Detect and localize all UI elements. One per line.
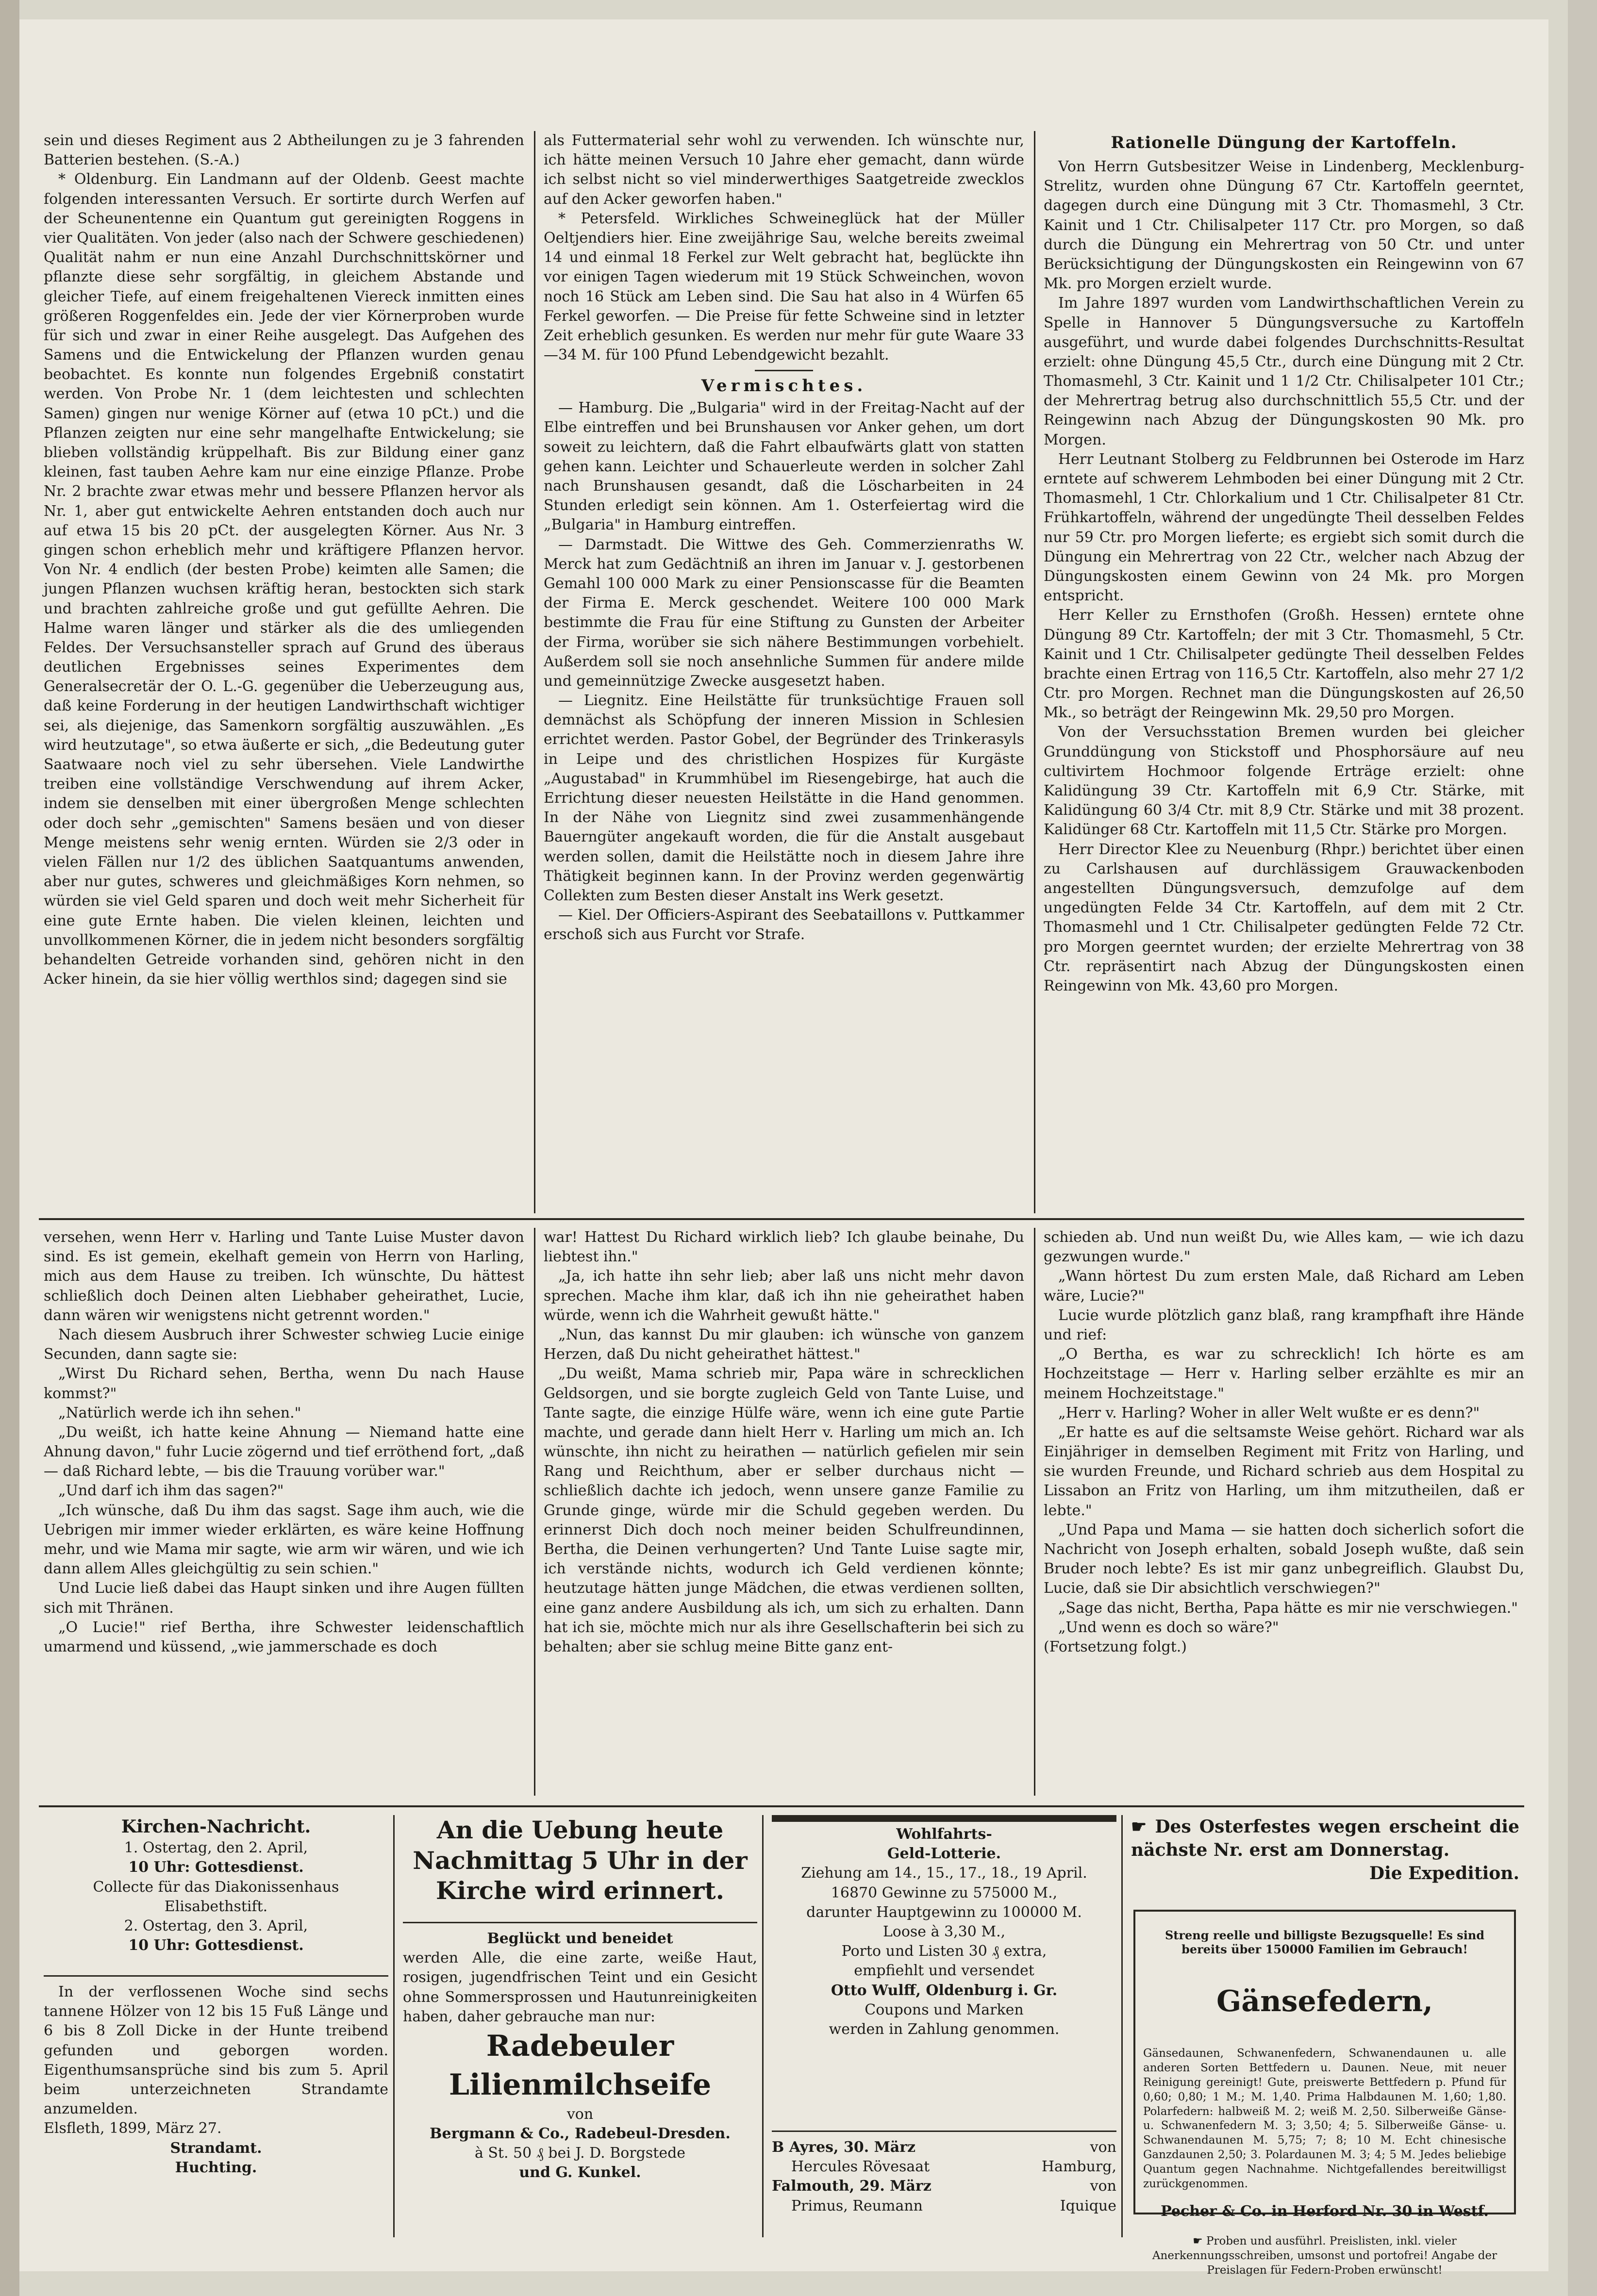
notice-line: Kirche wird erinnert. — [435, 1876, 725, 1905]
paragraph: Herr Director Klee zu Neuenburg (Rhpr.) berichtet über einen zu Carlshausen auf durchlässigem Grauwackenboden angestellten Düngungsversuch, demzufolge auf dem ungedüngten Felde 34 Ctr. Kartoffeln, auf dem mit 2 Ctr. Thomasmehl und 1 Ctr. Chilisalpeter gedüngten Felde 72 Ctr. pro Morgen geerntet wurden; der erzielte Mehrertrag von 38 Ctr. repräsentirt nach Abzug der Düngungskosten einen Reingewinn von Mk. 43,60 pro Morgen. — [1044, 841, 1524, 994]
ship-port: Falmouth, 29. März — [772, 2178, 932, 2195]
paragraph: Lucie wurde plötzlich ganz blaß, rang krampfhaft ihre Hände und rief: — [1044, 1306, 1524, 1343]
ad-divider — [772, 2131, 1116, 2132]
page-edge — [1568, 0, 1597, 2296]
ad-line: von — [566, 2105, 594, 2123]
ad-footer: Proben und ausführl. Preislisten, inkl. vieler Anerkennungsschreiben, umsonst und portofrei! Angabe der Preislagen für Federn-Proben erwünscht! — [1152, 2234, 1497, 2277]
easter-notice — [1131, 1815, 1519, 1902]
ad-line: und G. Kunkel. — [519, 2164, 641, 2181]
paragraph: — Hamburg. Die „Bulgaria" wird in der Freitag-Nacht auf der Elbe eintreffen und bei Brunshausen vor Anker gehen, um dort soweit zu leichtern, daß die Fahrt elbaufwärts glatt von statten gehen kann. Leichter und Schauerleute werden in solcher Zahl nach Brunshausen gesandt, daß die Löscharbeiten in 24 Stunden erledigt sein können. Am 1. Osterfeiertag wird die „Bulgaria" in Hamburg eintreffen. — [544, 399, 1024, 534]
lottery-title: Wohlfahrts- — [896, 1826, 992, 1843]
notice-date: Elsfleth, 1899, März 27. — [44, 2120, 222, 2137]
paragraph: „Und Papa und Mama — sie hatten doch sicherlich sofort die Nachricht von Joseph erhalten, sobald Joseph wußte, daß sein Bruder noch lebte? Es ist mir ganz unbegreiflich. Glaubst Du, Lucie, daß sie Dir absichtlich verschwiegen?" — [1044, 1521, 1524, 1597]
paragraph: * Oldenburg. Ein Landmann auf der Oldenb. Geest machte folgenden interessanten Versuch. Er sortirte durch Werfen auf der Scheunentenne ein Quantum gut gereinigten Roggens in vier Qualitäten. Von jeder (also nach der Schwere geschiedenen) Qualität nahm er nun eine Anzahl Durchschnittskörner und pflanzte diese sehr sorgfältig, in gleichem Abstande und gleicher Tiefe, auf einem freigehaltenen Viereck inmitten eines größeren Roggenfeldes ein. Jede der vier Körnerproben wurde für sich und zwar in einer Reihe ausgelegt. Das Aufgehen des Samens und die Entwickelung der Pflanzen wurden genau beobachtet. Es konnte nun folgendes Ergebniß constatirt werden. Von Probe Nr. 1 (dem leichtesten und schlechten Samen) gingen nur wenige Körner auf (etwa 10 pCt.) und die Pflanzen zeigten nur eine sehr mangelhafte Entwickelung; sie blieben vollständig krüppelhaft. Bis zur Bildung einer ganz kleinen, fast tauben Aehre kam nur eine einzige Pflanze. Probe Nr. 2 brachte zwar etwas mehr und bessere Pflanzen hervor als Nr. 1, aber gut entwickelte Aehren entstanden doch auch nur auf etwa 15 bis 20 pCt. der ausgelegten Körner. Aus Nr. 3 gingen schon erheblich mehr und kräftigere Pflanzen hervor. Von Nr. 4 endlich (der besten Probe) keimten alle Samen; die jungen Pflanzen wuchsen kräftig heran, bestockten sich stark und brachten zahlreiche große und gut gefüllte Aehren. Die Halme waren länger und stärker als die des umliegenden Feldes. Der Versuchsansteller sprach auf Grund des überaus deutlichen Ergebnisses seines Experimentes dem Generalsecretär der O. L.-G. gegenüber die Ueberzeugung aus, daß keine Forderung in der heutigen Landwirthschaft wichtiger sei, als diejenige, das Samenkorn sorgfältig auszuwählen. „Es wird heutzutage", so etwa äußerte er sich, „die Bedeutung guter Saatwaare noch viel zu sehr übersehen. Viele Landwirthe treiben eine vollständige Verschwendung auf ihrem Acker, indem sie denselben mit einer übergroßen Menge schlechten oder doch sehr „gemischten" Samens besäen und von dieser Menge meistens sehr wenig ernten. Würden sie 2/3 oder in vielen Fällen nur 1/2 des üblichen Saatquantums anwenden, aber nur gutes, schweres und gleichmäßiges Korn nehmen, so würden sie viel Geld sparen und doch weit mehr Sicherheit für eine gute Ernte haben. Die vielen kleinen, leichten und unvollkommenen Körner, die in jedem nicht besonders sorgfältig behandelten Getreide vorhanden sind, gehören nicht in den Acker hinein, da sie hier völlig werthlos sind; dagegen sind sie — [44, 171, 524, 988]
article-title: Rationelle Düngung der Kartoffeln. — [1111, 133, 1457, 152]
paragraph: „Du weißt, Mama schrieb mir, Papa wäre in schrecklichen Geldsorgen, und sie borgte zugleich Geld von Tante Luise, und Tante sagte, die einzige Hülfe wäre, wenn ich eine gute Partie machte, und gerade dann hielt Herr v. Harling um mich an. Ich wünschte, ihn nicht zu heirathen — natürlich gefielen mir sein Rang und Reichthum, aber er selber durchaus nicht — schließlich dachte ich jedoch, wenn unsere ganze Familie zu Grunde ginge, würde mir die Schuld gegeben werden. Du erinnerst Dich doch noch meiner beiden Schulfreundinnen, Bertha, die Deinen verhungerten? Und Tante Luise sagte mir, ich verstände nichts, wodurch ich Geld verdienen könnte; heutzutage hätten junge Mädchen, die etwas verdienen sollten, eine ganz andere Ausbildung als ich, um sich zu erhalten. Dann hat ich sie, möchte mich nur als ihre Gesellschafterin bei sich zu behalten; aber sie schlug meine Bitte ganz ent- — [544, 1365, 1024, 1655]
notice-line: 10 Uhr: Gottesdienst. — [128, 1859, 304, 1876]
paragraph: „Und darf ich ihm das sagen?" — [58, 1482, 284, 1500]
paragraph: „Herr v. Harling? Woher in aller Welt wußte er es denn?" — [1058, 1404, 1480, 1421]
lottery-line: Porto und Listen 30 ₰ extra, — [841, 1943, 1047, 1960]
soap-ad — [403, 1929, 757, 2186]
ad-headline: Gänsefedern, — [1216, 1984, 1433, 2018]
ad-divider — [44, 1975, 388, 1977]
lottery-line: empfiehlt und versendet — [854, 1962, 1034, 1980]
paragraph: Herr Leutnant Stolberg zu Feldbrunnen bei Osterode im Harz erntete auf schwerem Lehmboden bei einer Düngung mit 2 Ctr. Thomasmehl, 1 Ctr. Chlorkalium und 1 Ctr. Chilisalpeter 81 Ctr. Frühkartoffeln, während der ungedüngte Theil desselben Feldes nur 59 Ctr. pro Morgen lieferte; es ergiebt sich somit durch die Düngung ein Mehrertrag von 22 Ctr., welcher nach Abzug der Düngungskosten einem Gewinn von 24 Mk. pro Morgen entspricht. — [1044, 450, 1524, 605]
paragraph: — Kiel. Der Officiers-Aspirant des Seebataillons v. Puttkammer erschoß sich aus Furcht vor Strafe. — [544, 907, 1024, 943]
pointing-hand-icon: ☛ — [1193, 2234, 1203, 2247]
lottery-title: Geld-Lotterie. — [887, 1845, 1001, 1863]
feuilleton-column-3 — [1044, 1228, 1524, 1800]
column-3 — [1044, 131, 1524, 1218]
product-name: Radebeuler Lilienmilchseife — [449, 2029, 712, 2102]
ad-divider — [403, 1922, 757, 1923]
notice-line: An die Uebung heute — [436, 1816, 724, 1844]
notice-signature: Huchting. — [175, 2159, 257, 2176]
maker-name: Bergmann & Co., Radebeul-Dresden. — [430, 2125, 731, 2142]
ship-origin: Iquique — [1060, 2197, 1116, 2214]
ad-rule — [762, 1815, 764, 2237]
paragraph: war! Hattest Du Richard wirklich lieb? Ich glaube beinahe, Du liebtest ihn." — [544, 1229, 1024, 1266]
paragraph: „Du weißt, ich hatte keine Ahnung — Niemand hatte eine Ahnung davon," fuhr Lucie zögernd und tief erröthend fort, „daß — daß Richard lebte, — bis die Trauung vorüber war." — [44, 1423, 524, 1480]
notice-text: In der verflossenen Woche sind sechs tannene Hölzer von 12 bis 15 Fuß Länge und 6 bis 8 Zoll Dicke in der Hunte treibend gefunden und geborgen worden. Eigenthumsansprüche sind bis zum 5. April beim unterzeichneten Strandamte anzumelden. — [44, 1983, 388, 2118]
ad-headline: Beglückt und beneidet — [487, 1930, 673, 1947]
paragraph: Im Jahre 1897 wurden vom Landwirthschaftlichen Verein zu Spelle in Hannover 5 Düngungsversuche zu Kartoffeln ausgeführt, und wurde dabei folgendes Durchschnitts-Resultat erzielt: ohne Düngung 45,5 Ctr., durch eine Düngung mit 2 Ctr. Thomasmehl, 3 Ctr. Kainit und 1 1/2 Ctr. Chilisalpeter 101 Ctr.; der Mehrertrag betrug also durchschnittlich 55,5 Ctr. und der Reingewinn nach Abzug der Düngungskosten 90 Mk. pro Morgen. — [1044, 295, 1524, 448]
lottery-line: Loose à 3,30 M., — [882, 1923, 1006, 1940]
paragraph: Herr Keller zu Ernsthofen (Großh. Hessen) erntete ohne Düngung 89 Ctr. Kartoffeln; der mit 3 Ctr. Thomasmehl, 5 Ctr. Kainit und 1 Ctr. Chilisalpeter gedüngte Theil desselben Feldes brachte einen Ertrag von 116,5 Ctr. Kartoffeln, also mehr 27 1/2 Ctr. pro Morgen. Rechnet man die Düngungskosten auf 26,50 Mk., so beträgt der Reingewinn Mk. 29,50 pro Morgen. — [1044, 607, 1524, 722]
column-2 — [544, 131, 1024, 1218]
ad-body: werden Alle, die eine zarte, weiße Haut, rosigen, jugendfrischen Teint und ein Gesicht ohne Sommersprossen und Hautunreinigkeiten haben, daher gebrauche man nur: — [403, 1949, 757, 2025]
ship-from: von — [1090, 2178, 1116, 2195]
ship-from: von — [1090, 2139, 1116, 2156]
paragraph: schieden ab. Und nun weißt Du, wie Alles kam, — wie ich dazu gezwungen wurde." — [1044, 1229, 1524, 1266]
column-1 — [44, 131, 524, 1218]
notice-text: Des Osterfestes wegen erscheint die nächste Nr. erst am Donnerstag. — [1131, 1817, 1519, 1861]
ad-line: à St. 50 ₰ bei J. D. Borgstede — [474, 2145, 686, 2162]
column-rule — [1034, 131, 1035, 1213]
paragraph: „Sage das nicht, Bertha, Papa hätte es mir nie verschwiegen." — [1058, 1599, 1518, 1617]
lottery-line: 16870 Gewinne zu 575000 M., — [831, 1884, 1058, 1901]
feuilleton-column-1 — [44, 1228, 524, 1800]
continued-note: (Fortsetzung folgt.) — [1044, 1638, 1187, 1655]
feuilleton-column-2 — [544, 1228, 1024, 1800]
paragraph: versehen, wenn Herr v. Harling und Tante Luise Muster davon sind. Es ist gemein, ekelhaft gemein von Herrn von Harling, mich aus dem Hause zu treiben. Ich wünschte, Du hättest schließlich doch Deinen alten Liebhaber geheirathet, Lucie, dann wären wir wenigstens nicht getrennt worden." — [44, 1229, 524, 1324]
section-divider — [755, 370, 813, 371]
column-rule — [534, 131, 535, 1213]
notice-line: Collecte für das Diakonissenhaus Elisabethstift. — [93, 1878, 339, 1915]
paragraph: „Wann hörtest Du zum ersten Male, daß Richard am Leben wäre, Lucie?" — [1044, 1268, 1524, 1305]
paragraph: „Wirst Du Richard sehen, Bertha, wenn Du nach Hause kommst?" — [44, 1365, 524, 1402]
notice-line: 10 Uhr: Gottesdienst. — [128, 1937, 304, 1954]
lottery-ad — [772, 1815, 1116, 2126]
paragraph: „O Bertha, es war zu schrecklich! Ich hörte es am Hochzeitstage — Herr v. Harling selber erzählte es mir an meinem Hochzeitstage." — [1044, 1346, 1524, 1402]
feathers-ad — [1133, 1910, 1516, 2277]
column-rule — [1034, 1228, 1035, 1796]
ad-body: Gänsedaunen, Schwanenfedern, Schwanendaunen u. alle anderen Sorten Bettfedern u. Daunen. Neue, mit neuer Reinigung gereinigt! Gute, preiswerte Bettfedern p. Pfund für 0,60; 0,80; 1 M.; M. 1,40. Prima Halbdaunen M. 1,60; 1,80. Polarfedern: halbweiß M. 2; weiß M. 2,50. Silberweiße Gänse- u. Schwanenfedern M. 3; 3,50; 4; 5. Silberweiße Gänse- u. Schwanendaunen M. 5,75; 7; 8; 10 M. Echt chinesische Ganzdaunen 2,50; 3. Polardaunen M. 3; 4; 5 M. Jedes beliebige Quantum gegen Nachnahme. Nichtgefallendes bereitwilligst zurückgenommen. — [1143, 2047, 1506, 2191]
ship-origin: Hamburg, — [1041, 2158, 1116, 2176]
ad-rule — [393, 1815, 395, 2237]
lottery-line: Coupons und Marken — [865, 2001, 1024, 2018]
column-rule — [534, 1228, 535, 1796]
paragraph: „Nun, das kannst Du mir glauben: ich wünsche von ganzem Herzen, daß Du nicht geheirathet hättest." — [544, 1326, 1024, 1363]
lottery-line: werden in Zahlung genommen. — [829, 2020, 1060, 2038]
paragraph: „Und wenn es doch so wäre?" — [1058, 1619, 1279, 1636]
notice-signature: Die Expedition. — [1369, 1863, 1519, 1884]
church-notice — [44, 1815, 388, 1970]
paragraph: „Ja, ich hatte ihn sehr lieb; aber laß uns nicht mehr davon sprechen. Mache ihm klar, daß ich ihn nie geheirathet haben würde, wenn ich die Wahrheit gewußt hätte." — [544, 1268, 1024, 1324]
notice-signature: Strandamt. — [170, 2139, 262, 2157]
company-name: Pecher & Co. in Herford Nr. 30 in Westf. — [1161, 2202, 1489, 2220]
ship-name: Hercules Rövesaat — [791, 2158, 930, 2176]
paragraph: „Ich wünsche, daß Du ihm das sagst. Sage ihm auch, wie die Uebrigen mir immer wieder erklärten, es wäre keine Hoffnung mehr, und wie Mama mir sagte, wie arm wir wären, und wie ich dann allem Alles gleichgültig zu sein schien." — [44, 1502, 524, 1578]
section-heading: Vermischtes. — [701, 376, 867, 396]
practice-notice — [403, 1815, 757, 1917]
paragraph: „Er hatte es auf die seltsamste Weise gehört. Richard war als Einjähriger in demselben Regiment mit Fritz von Harling, und sie wurden Freunde, und Richard schrieb aus dem Hospital zu Lissabon an Fritz von Harling, um ihm mitzutheilen, daß er lebte." — [1044, 1423, 1524, 1519]
feuilleton-rule — [39, 1218, 1524, 1220]
ad-rule — [1121, 1815, 1123, 2237]
notice-title: Kirchen-Nachricht. — [121, 1817, 311, 1837]
paragraph: Und Lucie ließ dabei das Haupt sinken und ihre Augen füllten sich mit Thränen. — [44, 1580, 524, 1617]
lottery-seller: Otto Wulff, Oldenburg i. Gr. — [831, 1982, 1058, 1999]
paragraph: sein und dieses Regiment aus 2 Abtheilungen zu je 3 fahrenden Batterien bestehen. (S.-A.) — [44, 132, 524, 169]
ad-tagline: Streng reelle und billigste Bezugsquelle! Es sind bereits über 150000 Familien im Gebrauch! — [1164, 1928, 1485, 1956]
paragraph: Von der Versuchsstation Bremen wurden bei gleicher Grunddüngung von Stickstoff und Phosphorsäure auf neu cultivirtem Hochmoor folgende Erträge erzielt: ohne Kalidüngung 39 Ctr. Kartoffeln mit 6,9 Ctr. Stärke, mit Kalidüngung 60 3/4 Ctr. mit 8,9 Ctr. Stärke und mit 38 prozent. Kalidünger 68 Ctr. Kartoffeln mit 11,5 Ctr. Stärke pro Morgen. — [1044, 724, 1524, 839]
strandamt-notice — [44, 1982, 388, 2176]
paragraph: „O Lucie!" rief Bertha, ihre Schwester leidenschaftlich umarmend und küssend, „wie jammerschade es doch — [44, 1619, 524, 1655]
ship-port: B Ayres, 30. März — [772, 2139, 916, 2156]
ship-news — [772, 2138, 1116, 2230]
paragraph: * Petersfeld. Wirkliches Schweineglück hat der Müller Oeltjendiers hier. Eine zweijährige Sau, welche bereits zweimal 14 und einmal 18 Ferkel zur Welt gebracht hat, beglückte ihn vor einigen Tagen wiederum mit 19 Stück Schweinchen, wovon noch 16 Stück am Leben sind. Die Sau hat also in 4 Würfen 65 Ferkel geworfen. — Die Preise für fette Schweine sind in letzter Zeit erheblich gesunken. Es werden nur mehr für gute Waare 33—34 M. für 100 Pfund Lebendgewicht bezahlt. — [544, 210, 1024, 364]
lottery-line: Ziehung am 14., 15., 17., 18., 19 April. — [801, 1865, 1087, 1882]
paragraph: Nach diesem Ausbruch ihrer Schwester schwieg Lucie einige Secunden, dann sagte sie: — [44, 1326, 524, 1363]
ads-rule — [39, 1805, 1524, 1807]
paragraph: Von Herrn Gutsbesitzer Weise in Lindenberg, Mecklenburg-Strelitz, wurden ohne Düngung 67 Ctr. Kartoffeln geerntet, dagegen durch eine Düngung mit 3 Ctr. Thomasmehl, 3 Ctr. Kainit und 1 Ctr. Chilisalpeter 117 Ctr. pro Morgen, so daß durch die Düngung ein Mehrertrag von 50 Ctr. und unter Berücksichtigung der Düngungskosten ein Reingewinn von 67 Mk. pro Morgen erzielt wurde. — [1044, 158, 1524, 293]
notice-line: 1. Ostertag, den 2. April, — [124, 1839, 308, 1857]
paragraph: „Natürlich werde ich ihn sehen." — [58, 1404, 301, 1421]
notice-line: 2. Ostertag, den 3. April, — [124, 1917, 308, 1934]
paragraph: — Darmstadt. Die Wittwe des Geh. Commerzienraths W. Merck hat zum Gedächtniß an ihren im Januar v. J. gestorbenen Gemahl 100 000 Mark zu einer Pensionscasse für die Beamten der Firma E. Merck geschendet. Weitere 100 000 Mark bestimmte die Frau für eine Stiftung zu Gunsten der Arbeiter der Firma, worüber sie sich nähere Bestimmungen vorbehielt. Außerdem soll sie noch ansehnliche Summen für andere milde und gemeinnützige Zwecke ausgesetzt haben. — [544, 536, 1024, 690]
newspaper-page — [19, 19, 1548, 2277]
lottery-line: darunter Hauptgewinn zu 100000 M. — [806, 1903, 1082, 1921]
notice-line: Nachmittag 5 Uhr in der — [413, 1846, 748, 1875]
binding-shadow — [0, 0, 19, 2296]
pointing-hand-icon: ☛ — [1131, 1817, 1147, 1837]
ship-name: Primus, Reumann — [791, 2197, 923, 2214]
paragraph: als Futtermaterial sehr wohl zu verwenden. Ich wünschte nur, ich hätte meinen Versuch 10 Jahre eher gemacht, dann würde ich selbst nicht so viel minderwerthiges Saatgetreide zwecklos auf den Acker geworfen haben." — [544, 132, 1024, 208]
paragraph: — Liegnitz. Eine Heilstätte für trunksüchtige Frauen soll demnächst als Schöpfung der inneren Mission in Schlesien errichtet werden. Pastor Gobel, der Begründer des Trinkerasyls in Leipe und des christlichen Hospizes für Kurgäste „Augustabad" in Krummhübel im Riesengebirge, hat auch die Errichtung dieser neuesten Heilstätte in die Hand genommen. In der Nähe von Liegnitz sind zwei zusammenhängende Bauerngüter angekauft worden, die für die Anstalt ausgebaut werden sollen, damit die Heilstätte noch in diesem Jahre ihre Thätigkeit beginnen kann. In der Provinz werden gegenwärtig Collekten zum Besten dieser Anstalt ins Werk gesetzt. — [544, 692, 1024, 904]
